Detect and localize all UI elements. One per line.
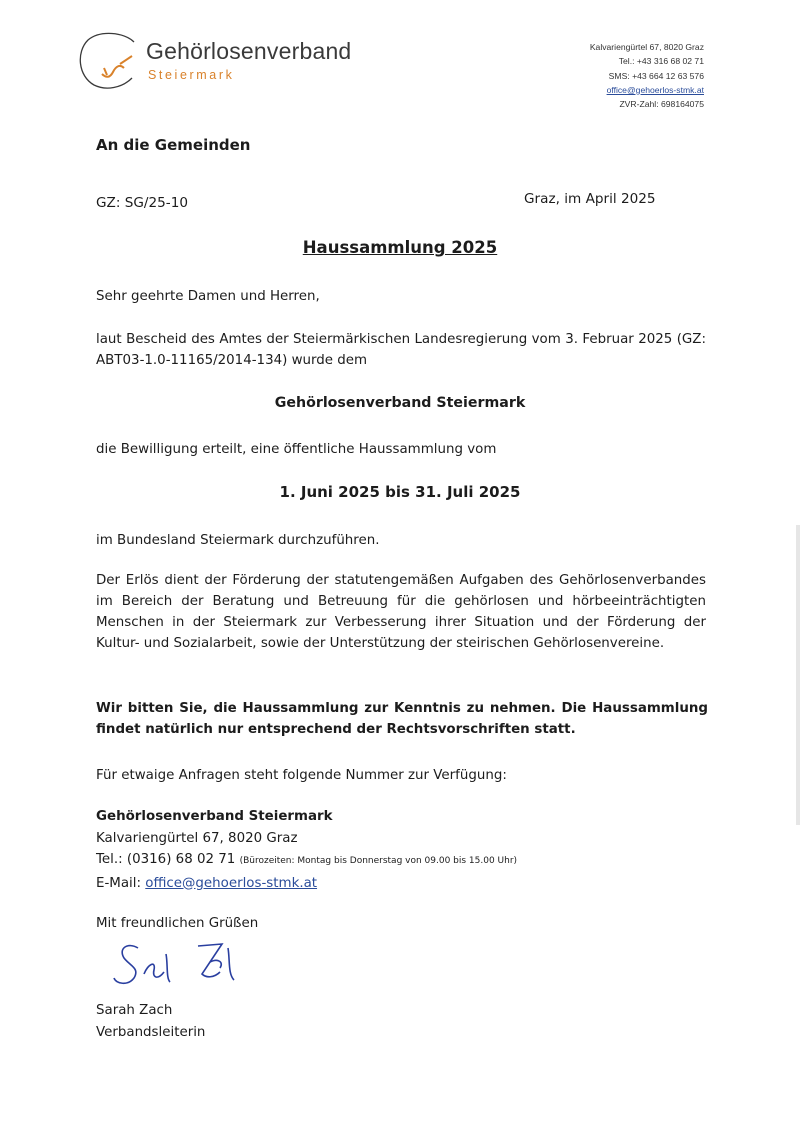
signer-name: Sarah Zach — [96, 1003, 173, 1018]
letterhead-tel: Tel.: +43 316 68 02 71 — [618, 56, 704, 67]
paragraph-notice: laut Bescheid des Amtes der Steiermärkischen Landesregierung vom 3. Februar 2025 (GZ: ABT03-1.0-11165/2014-134) wurde dem — [96, 332, 706, 368]
collection-period: 1. Juni 2025 bis 31. Juli 2025 — [279, 483, 521, 501]
signer-block — [96, 1000, 205, 1043]
salutation: Sehr geehrte Damen und Herren, — [96, 289, 320, 304]
logo-org-sub: Steiermark — [148, 68, 235, 82]
office-hours: (Bürozeiten: Montag bis Donnerstag von 09.00 bis 15.00 Uhr) — [239, 856, 518, 866]
paragraph-permission: die Bewilligung erteilt, eine öffentliche Haussammlung vom — [96, 442, 497, 457]
logo-mark-icon — [76, 30, 140, 92]
inquiries-line: Für etwaige Anfragen steht folgende Nummer zur Verfügung: — [96, 768, 507, 783]
closing: Mit freundlichen Grüßen — [96, 916, 259, 931]
scan-edge-shadow — [796, 525, 800, 825]
paragraph-region: im Bundesland Steiermark durchzuführen. — [96, 533, 380, 548]
contact-email-line — [96, 873, 517, 895]
letterhead-contact — [590, 40, 704, 111]
organization-highlight: Gehörlosenverband Steiermark — [274, 395, 526, 411]
letterhead-zvr: ZVR-Zahl: 698164075 — [619, 99, 704, 110]
signature-icon — [110, 934, 260, 996]
contact-email-link[interactable]: office@gehoerlos-stmk.at — [145, 875, 318, 891]
letterhead-address: Kalvariengürtel 67, 8020 Graz — [589, 42, 704, 52]
contact-block — [96, 806, 517, 894]
place-date: Graz, im April 2025 — [524, 191, 656, 207]
contact-tel: Tel.: (0316) 68 02 71 — [96, 852, 236, 867]
contact-name: Gehörlosenverband Steiermark — [96, 809, 333, 824]
reference-number: GZ: SG/25-10 — [96, 195, 188, 211]
organization-logo — [76, 30, 386, 92]
recipient: An die Gemeinden — [96, 136, 251, 154]
request-paragraph: Wir bitten Sie, die Haussammlung zur Kenntnis zu nehmen. Die Haussammlung findet natürlich nur entsprechend der Rechtsvorschriften statt. — [96, 701, 708, 737]
letter-subject: Haussammlung 2025 — [302, 238, 498, 257]
contact-address: Kalvariengürtel 67, 8020 Graz — [96, 830, 298, 846]
contact-phone-line — [96, 849, 517, 873]
signer-title: Verbandsleiterin — [96, 1024, 206, 1040]
logo-org-name: Gehörlosenverband — [146, 38, 352, 64]
letterhead-email-link[interactable]: office@gehoerlos-stmk.at — [606, 84, 704, 95]
letterhead-sms: SMS: +43 664 12 63 576 — [608, 70, 704, 81]
paragraph-purpose: Der Erlös dient der Förderung der statutengemäßen Aufgaben des Gehörlosenverbandes im Bereich der Beratung und Betreuung für die gehörlosen und hörbeeinträchtigten Menschen in der Steiermark zur Verbesserung ihrer Situation und der Förderung der Kultur- und Sozialarbeit, sowie der Unterstützung der steirischen Gehörlosenvereine. — [96, 573, 706, 651]
email-label: E-Mail: — [96, 875, 142, 891]
